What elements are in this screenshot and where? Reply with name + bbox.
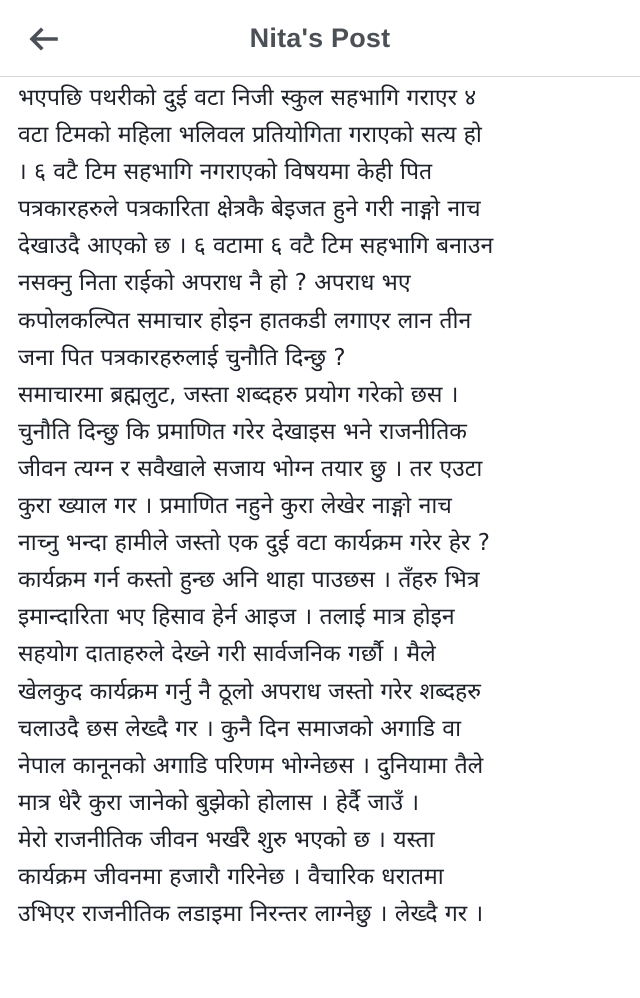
post-text-line: खेलकुद कार्यक्रम गर्नु नै ठूलो अपराध जस्तो गरेर शब्दहरु bbox=[18, 678, 482, 705]
post-text-line: मात्र धेरै कुरा जानेको बुझेको होलास । हेर्दै जाउँ । bbox=[18, 789, 420, 816]
post-text-line: इमान्दारिता भए हिसाव हेर्न आइज । तलाई मात्र होइन bbox=[18, 604, 455, 631]
post-text-line: सहयोग दाताहरुले देख्ने गरी सार्वजनिक गर्छौ । मैले bbox=[18, 641, 436, 668]
post-text-line: नसक्नु निता राईको अपराध नै हो ? अपराध भए bbox=[18, 270, 411, 297]
post-text-line: नेपाल कानूनको अगाडि परिणम भोग्नेछस । दुनियामा तैले bbox=[18, 752, 484, 779]
post-text-line: भएपछि पथरीको दुई वटा निजी स्कुल सहभागि गराएर ४ bbox=[18, 85, 477, 111]
post-text-line: जीवन त्यग्न र सवैखाले सजाय भोग्न तयार छु । तर एउटा bbox=[18, 455, 483, 482]
top-bar bbox=[0, 0, 640, 77]
post-body bbox=[18, 80, 628, 998]
post-text-line: नाच्नु भन्दा हामीले जस्तो एक दुई वटा कार्यक्रम गरेर हेर ? bbox=[18, 530, 490, 557]
post-text-line: कुरा ख्याल गर । प्रमाणित नहुने कुरा लेखेर नाङ्गो नाच bbox=[18, 493, 452, 520]
post-text-line: समाचारमा ब्रह्मलुट, जस्ता शब्दहरु प्रयोग गरेको छस । bbox=[18, 381, 459, 408]
page-title: Nita's Post bbox=[249, 23, 391, 53]
post-text-line: चुनौति दिन्छु कि प्रमाणित गरेर देखाइस भने राजनीतिक bbox=[18, 418, 467, 445]
post-text-line: कार्यक्रम जीवनमा हजारौ गरिनेछ । वैचारिक धरातमा bbox=[18, 863, 444, 890]
post-text-line: चलाउदै छस लेख्दै गर । कुनै दिन समाजको अगाडि वा bbox=[18, 715, 462, 742]
post-text-line: वटा टिमको महिला भलिवल प्रतियोगिता गराएको सत्य हो bbox=[18, 122, 482, 149]
post-text-line: मेरो राजनीतिक जीवन भर्खरै शुरु भएको छ । यस्ता bbox=[18, 826, 435, 853]
post-text-line: जना पित पत्रकारहरुलाई चुनौति दिन्छु ? bbox=[18, 344, 346, 371]
post-text-line: कपोलकल्पित समाचार होइन हातकडी लगाएर लान तीन bbox=[18, 307, 472, 334]
post-text-line: कार्यक्रम गर्न कस्तो हुन्छ अनि थाहा पाउछस । तँहरु भित्र bbox=[18, 567, 480, 594]
post-text-line: । ६ वटै टिम सहभागि नगराएको विषयमा केही पित bbox=[18, 159, 433, 186]
post-text-line: देखाउदै आएको छ । ६ वटामा ६ वटै टिम सहभागि बनाउन bbox=[18, 233, 494, 260]
post-text-line: पत्रकारहरुले पत्रकारिता क्षेत्रकै बेइजत हुने गरी नाङ्गो नाच bbox=[18, 196, 481, 223]
post-text-line: उभिएर राजनीतिक लडाइमा निरन्तर लाग्नेछु । लेख्दै गर । bbox=[18, 901, 484, 928]
